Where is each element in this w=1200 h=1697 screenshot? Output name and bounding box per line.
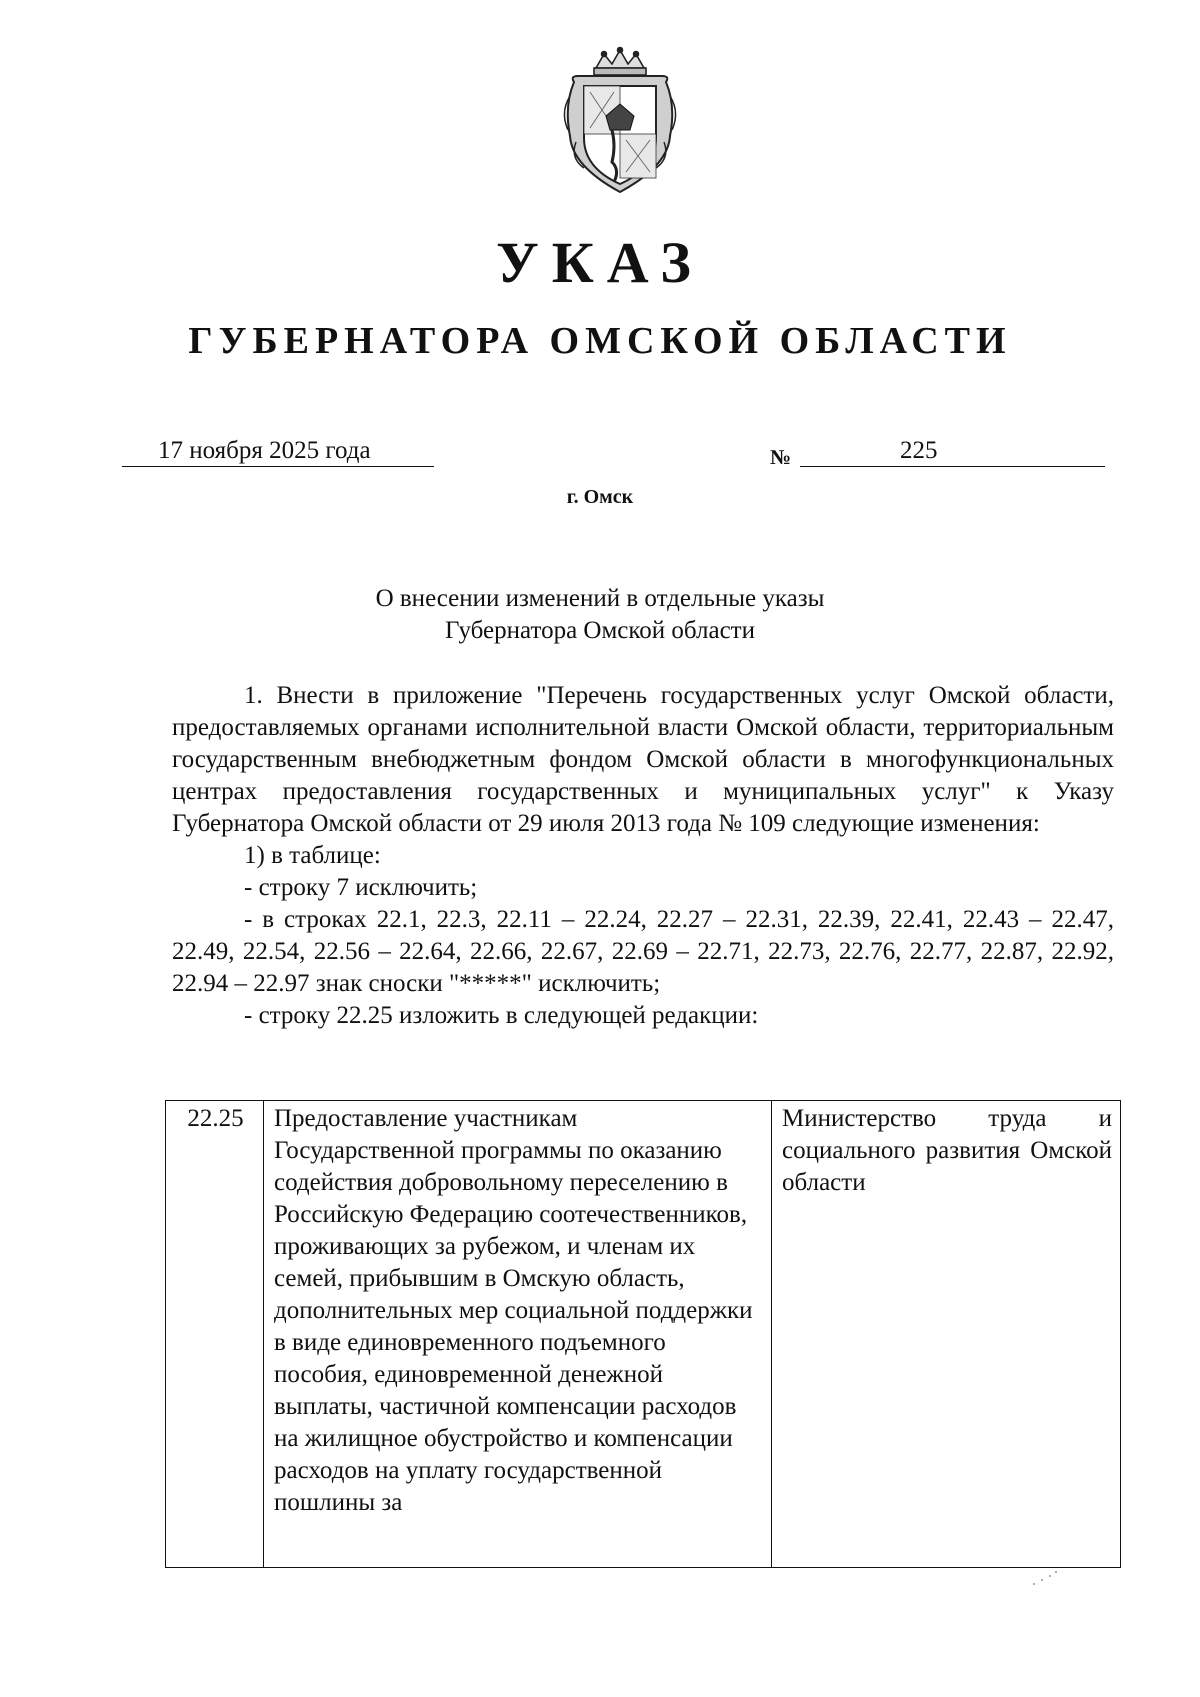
authority-cell: Министерство труда и социального развития Омской области <box>772 1101 1121 1568</box>
heading-line-1: О внесении изменений в отдельные указы <box>375 585 825 612</box>
number-underline <box>800 466 1105 467</box>
document-heading <box>300 583 900 647</box>
document-date: 17 ноября 2025 года <box>158 437 371 464</box>
document-issuer: ГУБЕРНАТОРА ОМСКОЙ ОБЛАСТИ <box>188 320 1012 362</box>
table-row <box>166 1101 1121 1568</box>
amendment-table <box>165 1100 1120 1568</box>
paragraph-footnote-removal: - в строках 22.1, 22.3, 22.11 – 22.24, 22.27 – 22.31, 22.39, 22.41, 22.43 – 22.47, 22.49, 22.54, 22.56 – 22.64, 22.66, 22.67, 22.69 – 22.71, 22.73, 22.76, 22.77, 22.87, 22.92, 22.94 – 22.97 знак сноски "*****" исключить; <box>172 906 1114 997</box>
row-number-cell: 22.25 <box>166 1101 264 1568</box>
number-sign: № <box>770 445 792 469</box>
paragraph-subitem-1: 1) в таблице: <box>244 842 381 869</box>
paragraph-row-22-25-intro: - строку 22.25 изложить в следующей редакции: <box>244 1002 759 1029</box>
document-number: 225 <box>900 437 938 464</box>
date-underline <box>122 466 434 467</box>
paragraph-exclude-row-7: - строку 7 исключить; <box>244 874 478 901</box>
scan-specks <box>1030 1570 1060 1590</box>
service-name-cell: Предоставление участникам Государственной программы по оказанию содействия добровольному переселению в Российскую Федерацию соотечественников, проживающих за рубежом, и членам их семей, прибывшим в Омскую область, дополнительных мер социальной поддержки в виде единовременного подъемного пособия, единовременной денежной выплаты, частичной компенсации расходов на жилищное обустройство и компенсации расходов на уплату государственной пошлины за <box>264 1101 772 1568</box>
coat-of-arms-icon <box>556 46 684 196</box>
document-body <box>172 680 1114 1032</box>
heading-line-2: Губернатора Омской области <box>445 617 755 644</box>
issue-city: г. Омск <box>566 486 634 508</box>
document-title: УКАЗ <box>496 230 704 295</box>
paragraph-item-1: 1. Внести в приложение "Перечень государственных услуг Омской области, предоставляемых органами исполнительной власти Омской области, территориальным государственным внебюджетным фондом Омской области в многофункциональных центрах предоставления государственных и муниципальных услуг" к Указу Губернатора Омской области от 29 июля 2013 года № 109 следующие изменения: <box>172 682 1114 837</box>
